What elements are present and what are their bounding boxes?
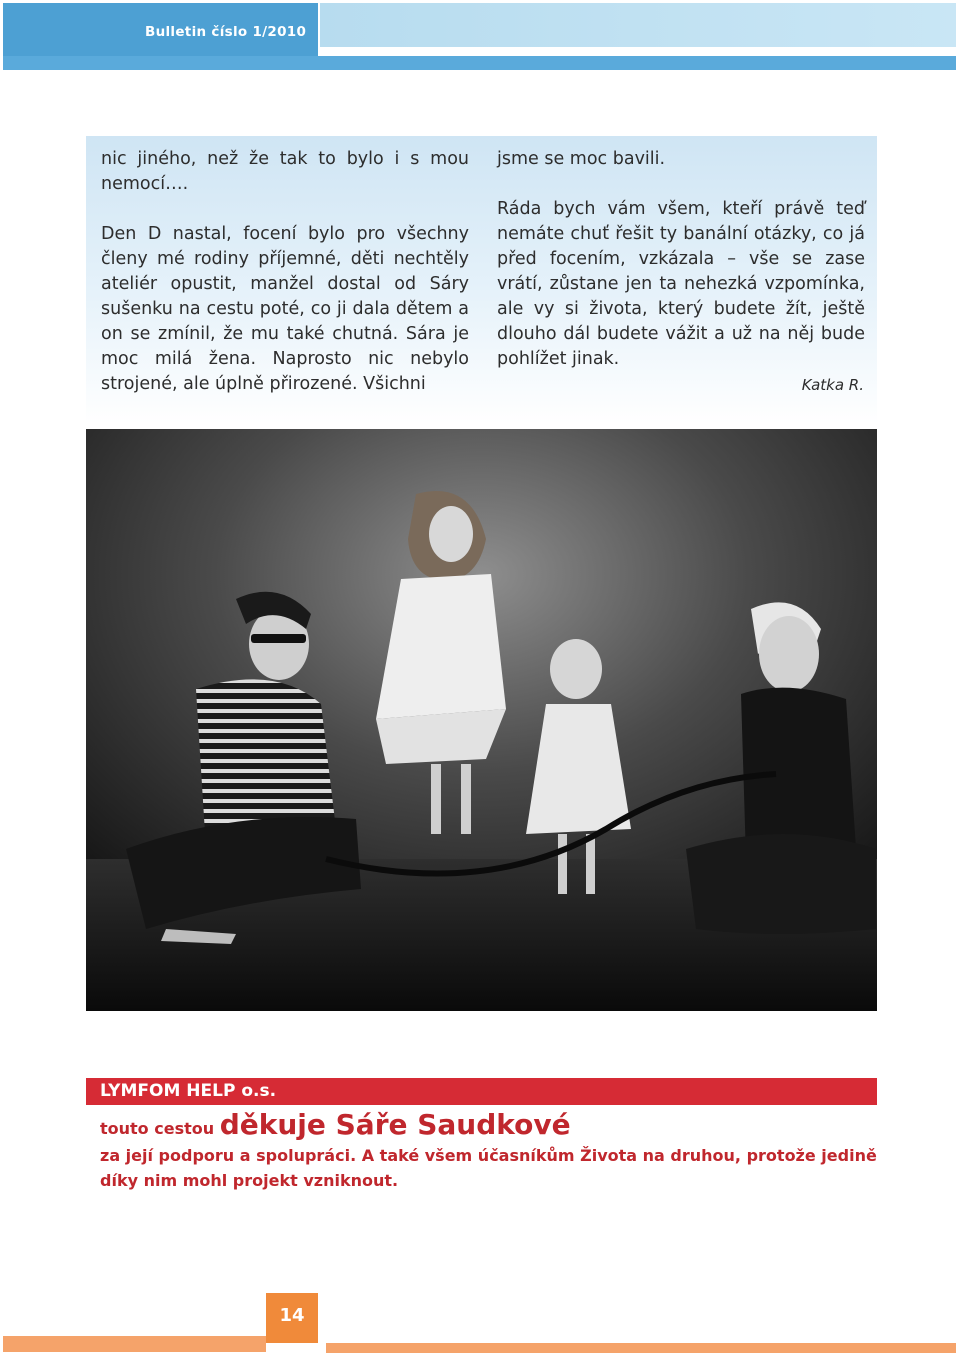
- article-signature: Katka R.: [801, 376, 864, 394]
- thanks-text: za její podporu a spolupráci. A také všem účasníkům Života na druhou, protože jedině díky nim mohl projekt vzniknout.: [100, 1146, 877, 1190]
- org-name: LYMFOM HELP o.s.: [100, 1081, 277, 1101]
- article-column-left: [101, 147, 469, 422]
- family-photo: [86, 429, 877, 1011]
- article-paragraph: Den D nastal, focení bylo pro všechny členy mé rodiny příjemné, děti nechtěly ateliér opustit, manžel dostal od Sáry sušenku na cestu poté, co ji dala dětem a on se zmínil, že mu také chutná. Sára je moc milá žena. Naprosto nic nebylo strojené, ale úplně přirozené. Všichni: [101, 224, 469, 394]
- thanks-intro: touto cestou: [100, 1119, 215, 1138]
- thanks-headline: [100, 1108, 571, 1141]
- article-paragraph: jsme se moc bavili.: [497, 149, 666, 169]
- page-number: 14: [266, 1293, 318, 1343]
- bulletin-title: Bulletin číslo 1/2010: [145, 24, 307, 40]
- thanks-recipient: děkuje Sáře Saudkové: [219, 1108, 571, 1141]
- footer-strip-left: [3, 1336, 266, 1352]
- header-light-band: [320, 3, 956, 47]
- article-paragraph: nic jiného, než že tak to bylo i s mou nemocí….: [101, 149, 469, 194]
- article-column-right: [497, 147, 865, 397]
- footer-strip-right: [326, 1343, 956, 1353]
- article-paragraph: Ráda bych vám všem, kteří právě teď nemáte chuť řešit ty banální otázky, co já před focením, vzkázala – vše se zase vrátí, zůstane jen ta nehezká vzpomínka, ale vy si života, který budete žít, ještě dlouho dál budete vážit a už na něj bude pohlížet jinak.: [497, 199, 865, 369]
- header-strip: [3, 56, 956, 70]
